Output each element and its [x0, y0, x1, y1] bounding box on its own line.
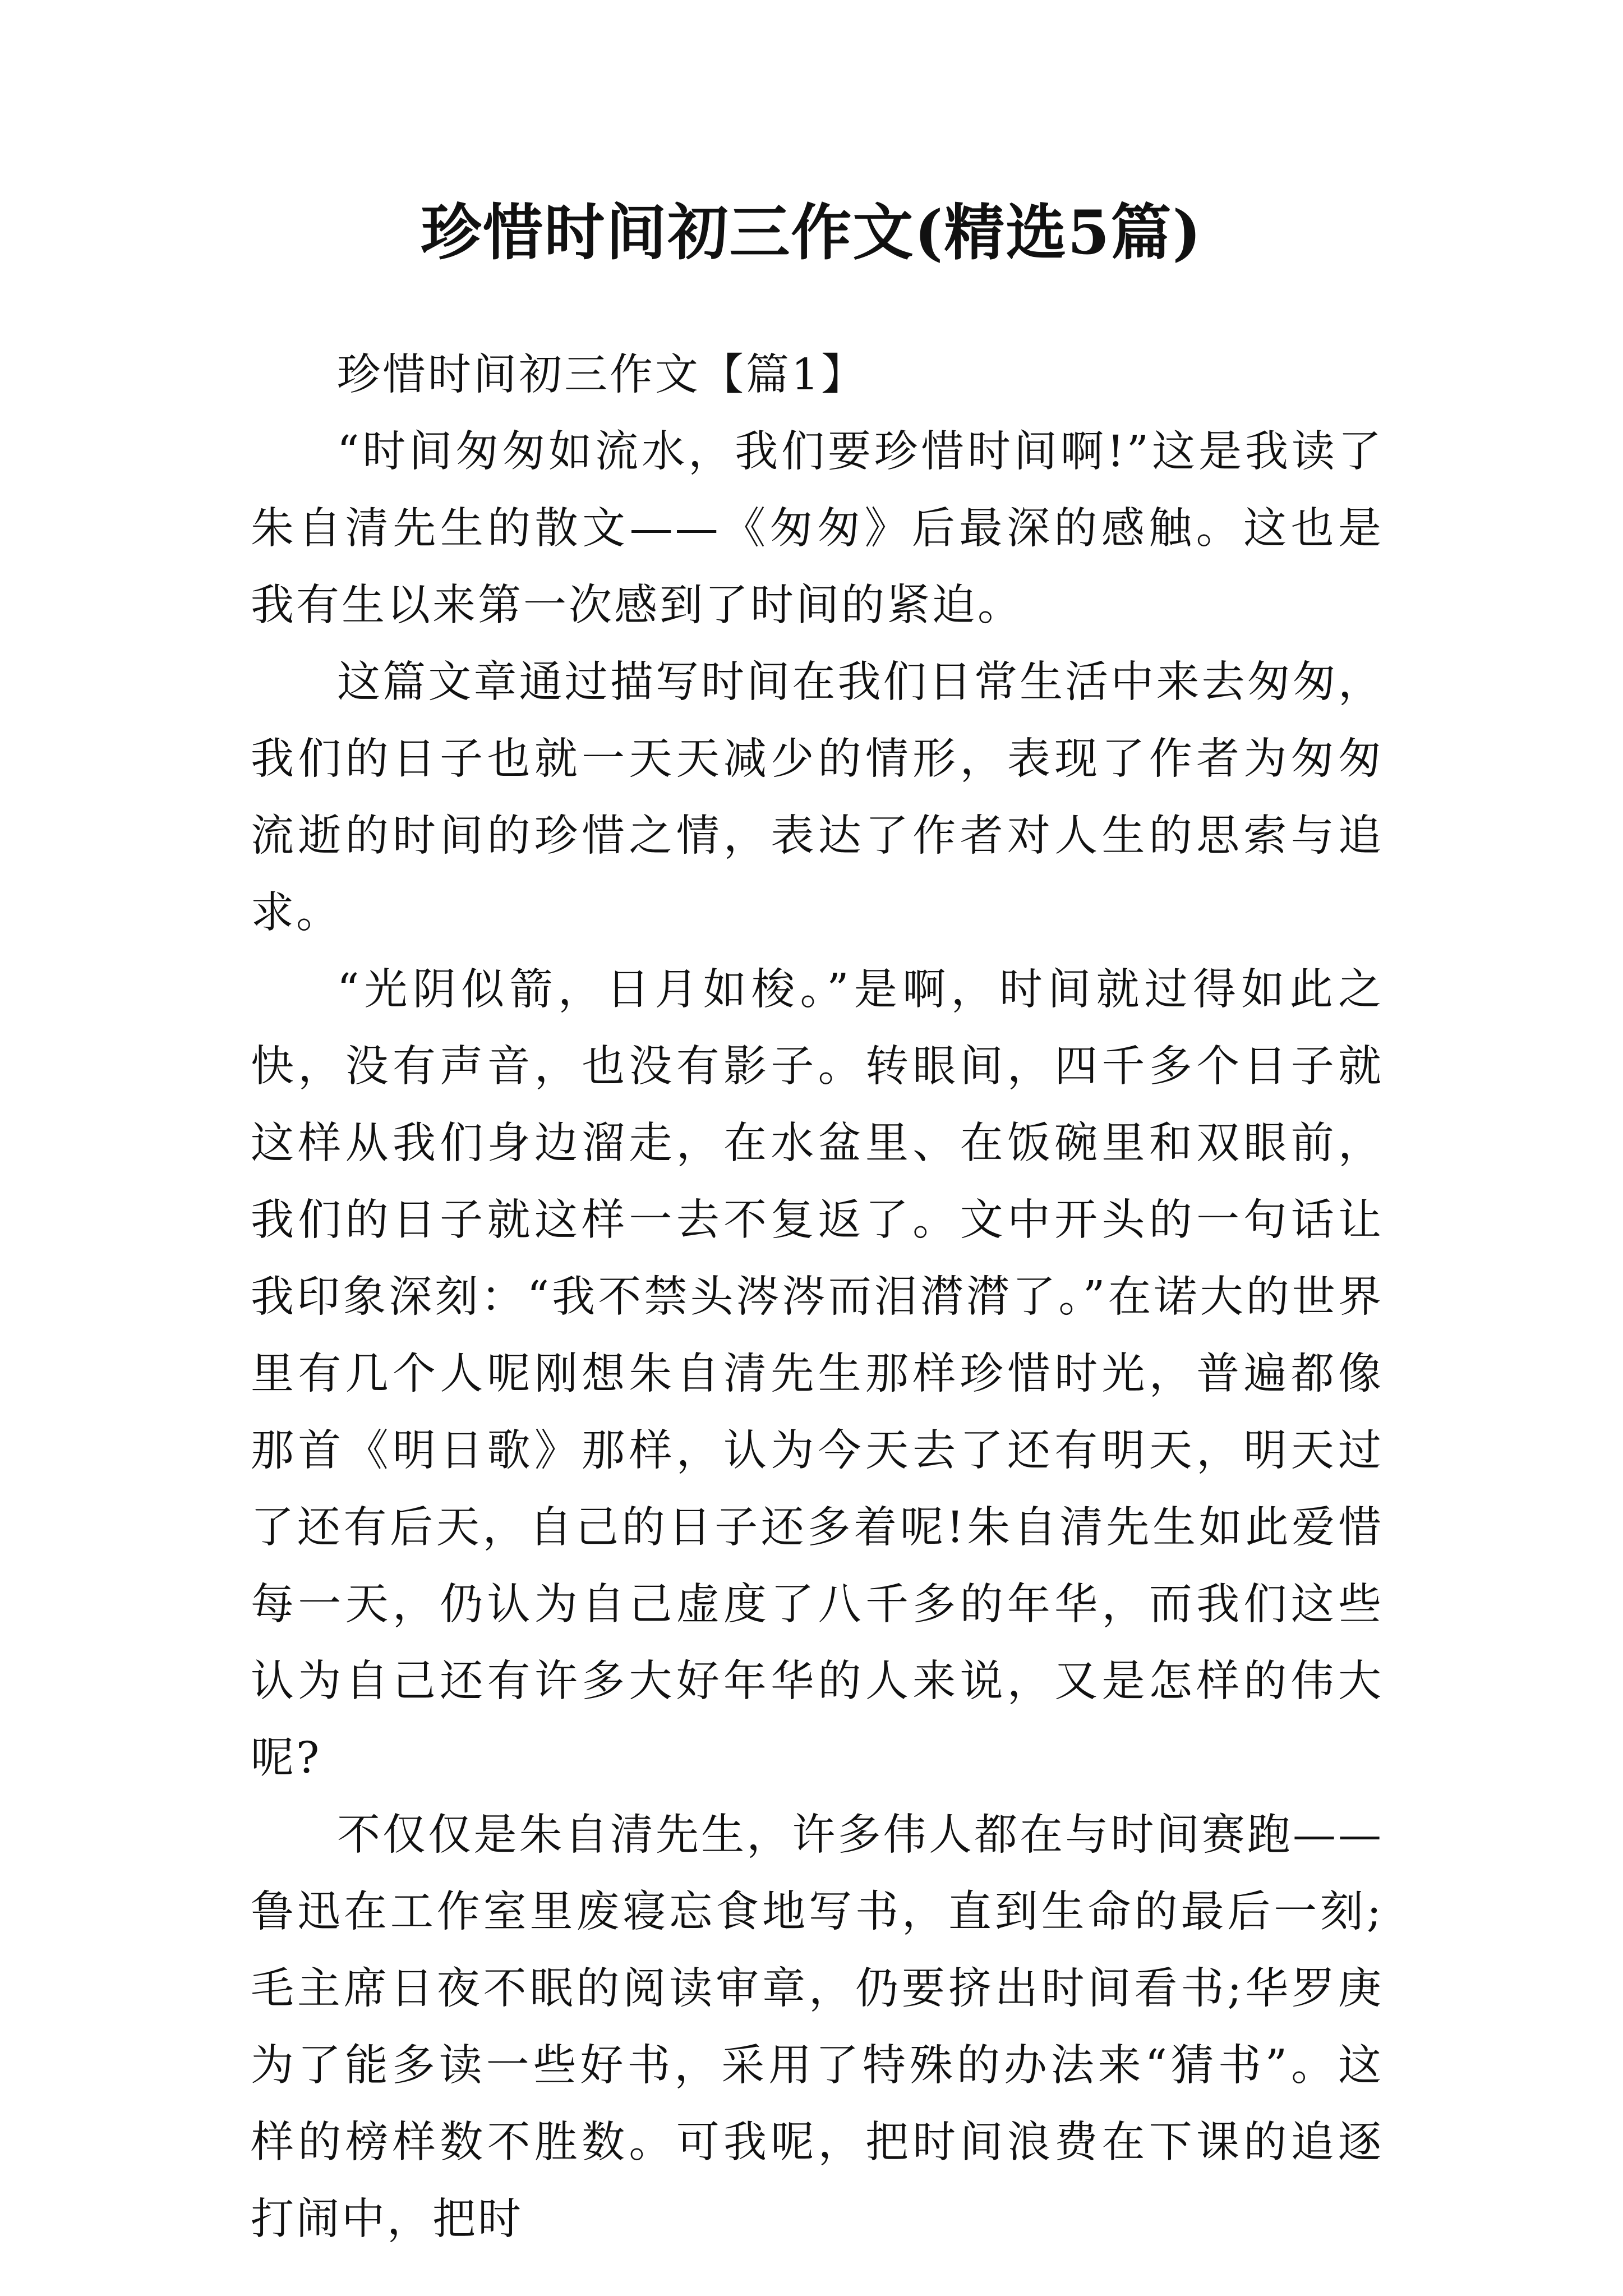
document-body: [251, 337, 1384, 2258]
paragraph: 不仅仅是朱自清先生，许多伟人都在与时间赛跑——鲁迅在工作室里废寝忘食地写书，直到生命的最后一刻;毛主席日夜不眠的阅读审章，仍要挤出时间看书;华罗庚为了能多读一些好书，采用了特殊的办法来“猜书”。这样的榜样数不胜数。可我呢，把时间浪费在下课的追逐打闹中，把时: [251, 1810, 1384, 2244]
paragraph: 这篇文章通过描写时间在我们日常生活中来去匆匆，我们的日子也就一天天减少的情形，表现了作者为匆匆流逝的时间的珍惜之情，表达了作者对人生的思索与追求。: [251, 657, 1384, 938]
document-title: 珍惜时间初三作文(精选5篇): [421, 197, 1202, 268]
paragraph: “光阴似箭，日月如梭。”是啊，时间就过得如此之快，没有声音，也没有影子。转眼间，四千多个日子就这样从我们身边溜走，在水盆里、在饭碗里和双眼前，我们的日子就这样一去不复返了。文中开头的一句话让我印象深刻：“我不禁头涔涔而泪潸潸了。”在诺大的世界里有几个人呢刚想朱自清先生那样珍惜时光，普遍都像那首《明日歌》那样，认为今天去了还有明天，明天过了还有后天，自己的日子还多着呢!朱自清先生如此爱惜每一天，仍认为自己虚度了八千多的年华，而我们这些认为自己还有许多大好年华的人来说，又是怎样的伟大呢?: [251, 965, 1384, 1783]
paragraph: “时间匆匆如流水，我们要珍惜时间啊!”这是我读了朱自清先生的散文——《匆匆》后最深的感触。这也是我有生以来第一次感到了时间的紧迫。: [251, 427, 1384, 631]
section-heading: 珍惜时间初三作文【篇1】: [337, 350, 866, 400]
